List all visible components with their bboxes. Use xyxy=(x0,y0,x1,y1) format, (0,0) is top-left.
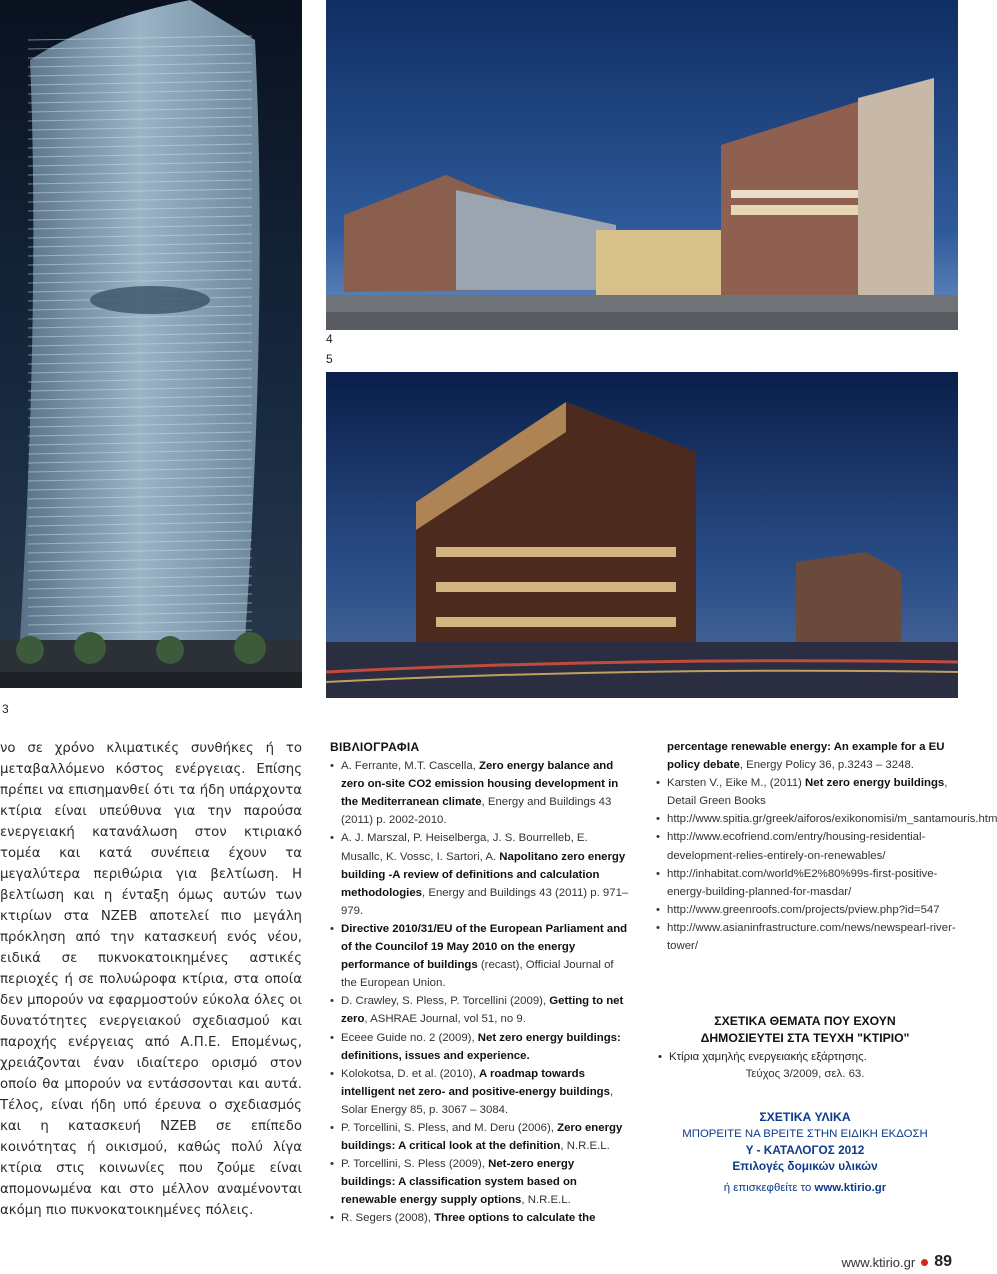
reference-item xyxy=(330,1209,630,1227)
reference-text: Eceee Guide no. 2 (2009), xyxy=(341,1031,478,1044)
reference-text: A. J. Marszal, P. Heiselberga, J. S. Bourrelleb, E. Musallc, K. Vossc, I. Sartori, A. xyxy=(341,832,588,863)
reference-title: Net-zero energy buildings: A classification system based on renewable energy supply options xyxy=(341,1158,577,1207)
reference-item xyxy=(656,919,956,955)
body-text-column xyxy=(0,738,302,1221)
reference-text[interactable]: http://www.ecofriend.com/entry/housing-residential-development-relies-entirely-on-renewables/ xyxy=(667,831,926,862)
reference-text[interactable]: http://www.greenroofs.com/projects/pview.php?id=547 xyxy=(667,903,940,916)
references-list xyxy=(330,757,630,1227)
reference-text: R. Segers (2008), xyxy=(341,1212,435,1225)
reference-item xyxy=(656,865,956,901)
reference-text: Kolokotsa, D. et al. (2010), xyxy=(341,1067,480,1080)
reference-source: , Energy and Buildings 43 (2011) p. 2002-2010. xyxy=(341,796,612,827)
page-number: 89 xyxy=(934,1253,952,1270)
reference-item xyxy=(656,901,956,919)
night-building-photo xyxy=(326,372,958,698)
caption-3: 3 xyxy=(2,702,9,716)
reference-item xyxy=(330,1119,630,1155)
reference-item xyxy=(330,992,630,1028)
reference-title: Three options to calculate the xyxy=(434,1212,596,1225)
reference-text: D. Crawley, S. Pless, P. Torcellini (2009), xyxy=(341,995,550,1008)
reference-text: Karsten V., Eike M., (2011) xyxy=(667,777,806,790)
reference-title: Net zero energy buildings: definitions, issues and experience. xyxy=(341,1031,621,1062)
materials-visit-text: ή επισκεφθείτε το xyxy=(723,1182,815,1194)
reference-title: Directive 2010/31/EU of the European Parliament and of the Councilof 19 May 2010 on the energy performance of buildings xyxy=(341,922,628,972)
footer-dot-icon xyxy=(921,1259,928,1266)
materials-box xyxy=(652,1109,958,1196)
caption-5: 5 xyxy=(326,352,333,366)
reference-source: , Solar Energy 85, p. 3067 – 3084. xyxy=(341,1085,614,1116)
reference-title: percentage renewable energy: An example for a EU policy debate xyxy=(667,741,945,772)
reference-item xyxy=(330,920,630,992)
references-list-right xyxy=(656,738,997,955)
reference-text[interactable]: http://www.asianinfrastructure.com/news/newspearl-river-tower/ xyxy=(667,921,956,953)
tower-photo xyxy=(0,0,302,688)
body-paragraph: νο σε χρόνο κλιματικές συνθήκες ή το μεταβαλλόμενο κόστος ενέργειας. Επίσης πρέπει να επισημανθεί ότι τα ήδη υπάρχοντα κτίρια είναι υπεύθυνα για την παρούσα ενεργειακή κατανάλωση στον κτιριακό τομέα και κατά συνέπεια έχουν τα μεγαλύτερα περιθώρια για βελτίωση. Η βελτίωση και η ένταξη όμως αυτών των κτιρίων στα NZEB αποτελεί πιο μεγάλη πρόκληση από την κατασκευή ενός νέου, ειδικά σε πυκνοκατοικημένες αστικές περιοχές ή σε πολυώροφα κτίρια, στα οποία δεν μπορούν να εφαρμοστούν εύκολα όλες οι δυνατότητες ενεργειακού σχεδιασμού και παροχής ενέργειας από Α.Π.Ε. Επομένως, χρειάζονται έναν ιδιαίτερο ορισμό στον οποίο θα μπορούν να εντάσσονται και αυτά. Τέλος, είναι ήδη υπό έρευνα ο σχεδιασμός και η κατασκευή NZEB σε επίπεδο κοινότητας ή οικισμού, καθώς πολύ λίγα κτίρια στις κοινωνίες που ζούμε είναι απομονωμένα και στο μέλλον αναμένονται ακόμη πιο πυκνοκατοικημένες πόλεις. xyxy=(0,741,302,1218)
reference-title: Getting to net zero xyxy=(341,995,624,1026)
related-item[interactable]: • Κτίρια χαμηλής ενεργειακής εξάρτησης. xyxy=(652,1049,958,1066)
materials-catalog: Y - ΚΑΤΑΛΟΓΟΣ 2012 xyxy=(745,1143,865,1157)
reference-item xyxy=(330,1155,630,1209)
caption-4: 4 xyxy=(326,332,333,346)
reference-title: A roadmap towards intelligent net zero- and positive-energy buildings xyxy=(341,1067,610,1098)
references-column xyxy=(330,738,630,1228)
reference-item xyxy=(656,774,956,810)
reference-text: P. Torcellini, S. Pless (2009), xyxy=(341,1158,489,1171)
reference-text[interactable]: http://www.spitia.gr/greek/aiforos/exikonomisi/m_santamouris.htm xyxy=(667,813,997,826)
references-column-right xyxy=(656,738,997,955)
reference-source: , Energy and Buildings 43 (2011) p. 971–979. xyxy=(341,886,629,917)
materials-site-link[interactable]: www.ktirio.gr xyxy=(814,1182,887,1194)
reference-item xyxy=(656,828,956,864)
reference-source: , ASHRAE Journal, vol 51, no 9. xyxy=(364,1013,526,1026)
campus-photo xyxy=(326,0,958,330)
reference-item xyxy=(330,757,630,829)
reference-source: (recast), Official Journal of the European Union. xyxy=(341,959,614,990)
related-title-line2: ΔΗΜΟΣΙΕΥΤΕΙ ΣΤΑ ΤΕΥΧΗ "ΚΤΙΡΙΟ" xyxy=(700,1031,910,1045)
materials-visit xyxy=(652,1180,958,1196)
reference-title: Napolitano zero energy building -A review of definitions and calculation methodologies xyxy=(341,850,626,899)
page-footer xyxy=(842,1253,952,1271)
reference-source: , N.R.E.L. xyxy=(560,1140,610,1153)
reference-item xyxy=(330,1029,630,1065)
reference-text: P. Torcellini, S. Pless, and M. Deru (2006), xyxy=(341,1121,558,1134)
materials-subtitle: Επιλογές δομικών υλικών xyxy=(732,1159,878,1173)
related-topics-box xyxy=(652,1013,958,1243)
reference-source: , N.R.E.L. xyxy=(521,1194,571,1207)
related-issue: Τεύχος 3/2009, σελ. 63. xyxy=(745,1068,865,1080)
related-title-line1: ΣΧΕΤΙΚΑ ΘΕΜΑΤΑ ΠΟΥ ΕΧΟΥΝ xyxy=(714,1014,896,1028)
reference-title: Zero energy balance and zero on-site CO2 emission housing development in the Mediterranean climate xyxy=(341,760,619,809)
reference-item xyxy=(656,738,956,774)
reference-source: , Energy Policy 36, p.3243 – 3248. xyxy=(739,759,914,772)
materials-title: ΣΧΕΤΙΚΑ ΥΛΙΚΑ xyxy=(759,1110,851,1124)
materials-line1: ΜΠΟΡΕΙΤΕ ΝΑ ΒΡΕΙΤΕ ΣΤΗΝ ΕΙΔΙΚΗ ΕΚΔΟΣΗ xyxy=(682,1128,928,1140)
reference-title: Net zero energy buildings xyxy=(805,777,945,790)
reference-text: A. Ferrante, M.T. Cascella, xyxy=(341,760,479,773)
reference-title: Zero energy buildings: A critical look at the definition xyxy=(341,1121,623,1153)
reference-item xyxy=(330,829,630,919)
reference-text[interactable]: http://inhabitat.com/world%E2%80%99s-first-positive-energy-building-planned-for-masdar/ xyxy=(667,867,938,898)
references-title: ΒΙΒΛΙΟΓΡΑΦΙΑ xyxy=(330,740,420,754)
reference-source: , Detail Green Books xyxy=(667,777,948,808)
reference-item xyxy=(330,1065,630,1119)
reference-item xyxy=(656,810,997,828)
footer-site[interactable]: www.ktirio.gr xyxy=(841,1254,916,1270)
